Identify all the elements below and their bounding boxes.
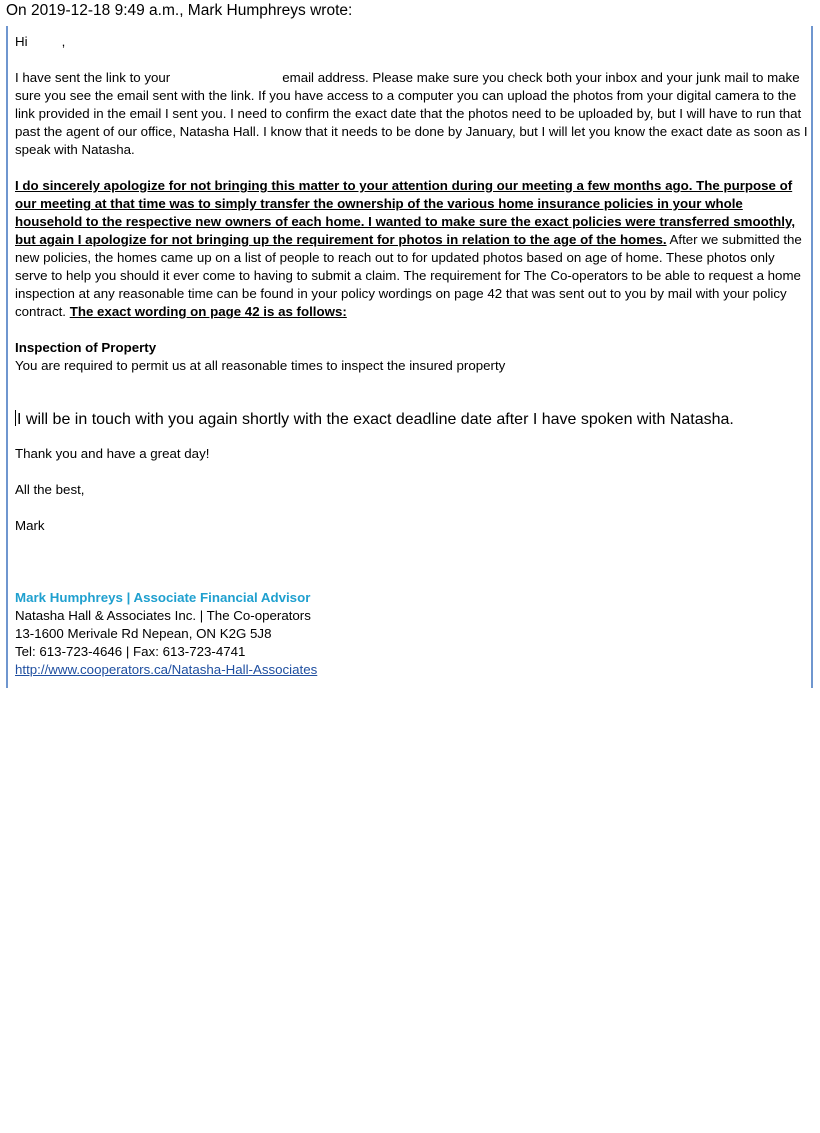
- paragraph-1-rest: email address. Please make sure you check both your inbox and your junk mail to make sure you see the email sent with the link. If you have access to a computer you can upload the photos from your digital camera to the link provided in the email I sent you. I need to confirm the exact date that the photos need to be uploaded by, but I will have to run that past the agent of our office, Natasha Hall. I know that it needs to be done by January, but I will let you know the exact date as soon as I speak with Natasha.: [15, 70, 808, 157]
- thanks-line: Thank you and have a great day!: [15, 446, 210, 461]
- paragraph-link-info: [15, 69, 810, 159]
- signature-company: Natasha Hall & Associates Inc. | The Co-operators: [15, 608, 311, 623]
- apology-text: I do sincerely apologize for not bringing this matter to your attention during our meeting a few months ago. The purpose of our meeting at that time was to simply transfer the ownership of the various home insurance policies in your whole household to the respective new owners of each home. I wanted to make sure the exact policies were transferred smoothly, but again I apologize for not bringing up the requirement for photos in relation to the age of the homes.: [15, 178, 796, 247]
- inspection-heading: Inspection of Property: [15, 340, 157, 355]
- inspection-text: You are required to permit us at all reasonable times to inspect the insured property: [15, 358, 506, 373]
- closing-line: All the best,: [15, 482, 85, 497]
- greeting-comma: ,: [61, 34, 66, 49]
- greeting: Hi: [15, 34, 28, 49]
- policy-text: After we submitted the new policies, the homes came up on a list of people to reach out to for updated photos based on age of home. These photos only serve to help you should it ever come to having to submit a claim. The requirement for The Co-operators to be able to request a home inspection at any reasonable time can be found in your policy wordings on page 42 that was sent out to you by mail with your policy contract.: [15, 232, 802, 319]
- greeting-line: [15, 33, 810, 51]
- signature-phone: Tel: 613-723-4646 | Fax: 613-723-4741: [15, 644, 246, 659]
- paragraph-apology: [15, 177, 810, 321]
- followup-line[interactable]: [15, 409, 810, 431]
- followup-text: I will be in touch with you again shortly with the exact deadline date after I have spoken with Natasha.: [17, 411, 734, 428]
- wording-intro: The exact wording on page 42 is as follows:: [69, 304, 347, 319]
- paragraph-1-start: I have sent the link to your: [15, 70, 171, 85]
- signoff-line: Mark: [15, 518, 45, 533]
- text-cursor: [15, 410, 16, 426]
- signature-website-link[interactable]: http://www.cooperators.ca/Natasha-Hall-Associates: [15, 662, 318, 677]
- quote-header: On 2019-12-18 9:49 a.m., Mark Humphreys wrote:: [6, 2, 353, 19]
- signature-address: 13-1600 Merivale Rd Nepean, ON K2G 5J8: [15, 626, 272, 641]
- signature-name: Mark Humphreys | Associate Financial Advisor: [15, 590, 311, 605]
- message-body: [15, 33, 810, 679]
